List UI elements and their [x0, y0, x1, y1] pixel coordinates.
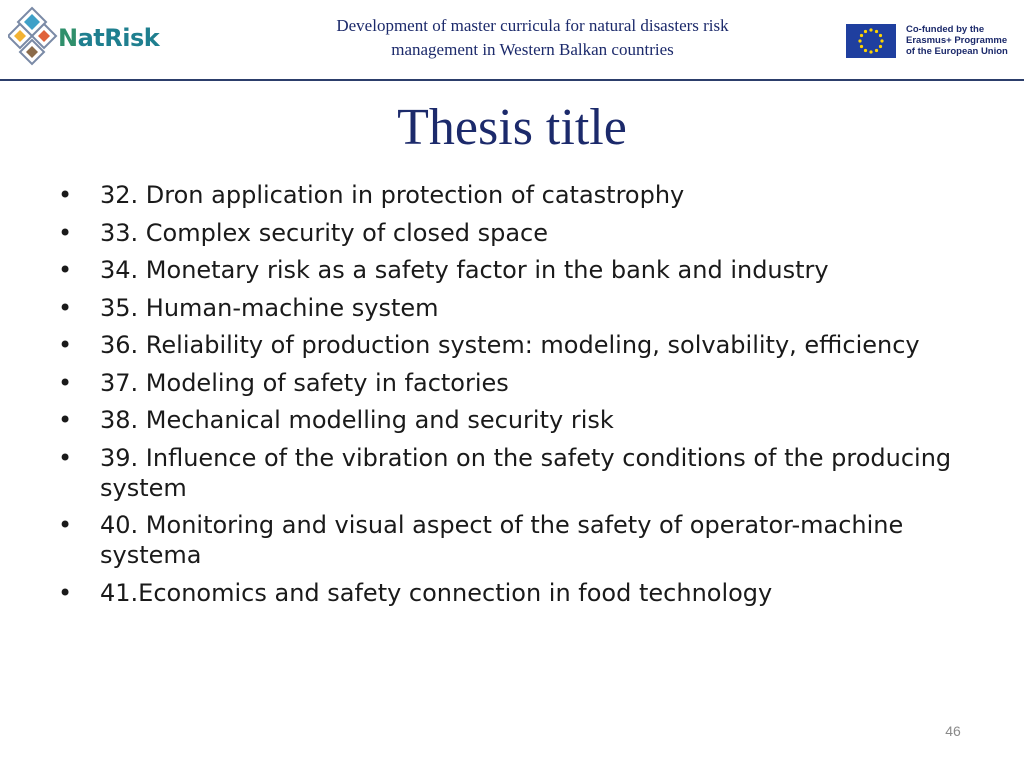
list-item-text: 32. Dron application in protection of catastrophy [100, 181, 685, 209]
eu-text-line-1: Co-funded by the [906, 24, 985, 35]
header-divider [0, 79, 1024, 81]
list-item-text: 35. Human-machine system [100, 293, 439, 322]
list-item [58, 405, 988, 435]
list-item [58, 180, 988, 210]
list-item [58, 578, 988, 608]
bullet-icon: • [58, 331, 73, 359]
bullet-icon: • [58, 406, 73, 434]
list-item [58, 293, 988, 323]
bullet-icon: • [58, 578, 73, 607]
project-title-line-1: Development of master curricula for natural disasters risk [336, 16, 729, 35]
eu-text-line-3: of the European Union [906, 46, 1008, 57]
slide-title: Thesis title [397, 99, 627, 156]
list-item-text: 38. Mechanical modelling and security risk [100, 406, 614, 434]
list-item [58, 510, 988, 570]
list-item [58, 218, 988, 248]
natrisk-logo [8, 6, 168, 72]
bullet-icon: • [58, 181, 73, 209]
list-item [58, 443, 988, 503]
eu-cofunded-text [906, 24, 1008, 57]
list-item-text: 34. Monetary risk as a safety factor in the bank and industry [100, 256, 829, 284]
list-item [58, 255, 988, 285]
list-item-text: 37. Modeling of safety in factories [100, 368, 509, 397]
list-item [58, 368, 988, 398]
page-number: 46 [945, 723, 961, 739]
list-item-text: 36. Reliability of production system: modeling, solvability, efficiency [100, 331, 920, 359]
logo-wordmark: NatRisk [58, 24, 160, 52]
eu-cofunded-badge [846, 24, 1016, 60]
bullet-icon: • [58, 368, 73, 397]
bullet-icon: • [58, 293, 73, 322]
eu-flag-icon [846, 24, 896, 58]
list-item-text: 39. Influence of the vibration on the safety conditions of the producing system [100, 443, 952, 502]
bullet-icon: • [58, 218, 73, 247]
project-title [260, 14, 805, 62]
list-item-text: 33. Complex security of closed space [100, 218, 548, 247]
list-item-text: 41.Economics and safety connection in food technology [100, 578, 773, 607]
list-item [58, 330, 988, 360]
thesis-list [58, 180, 988, 615]
bullet-icon: • [58, 256, 73, 284]
eu-text-line-2: Erasmus+ Programme [906, 35, 1008, 46]
header [0, 0, 1024, 80]
bullet-icon: • [58, 443, 73, 472]
list-item-text: 40. Monitoring and visual aspect of the safety of operator-machine systema [100, 511, 904, 569]
bullet-icon: • [58, 511, 73, 539]
project-title-line-2: management in Western Balkan countries [391, 40, 674, 59]
